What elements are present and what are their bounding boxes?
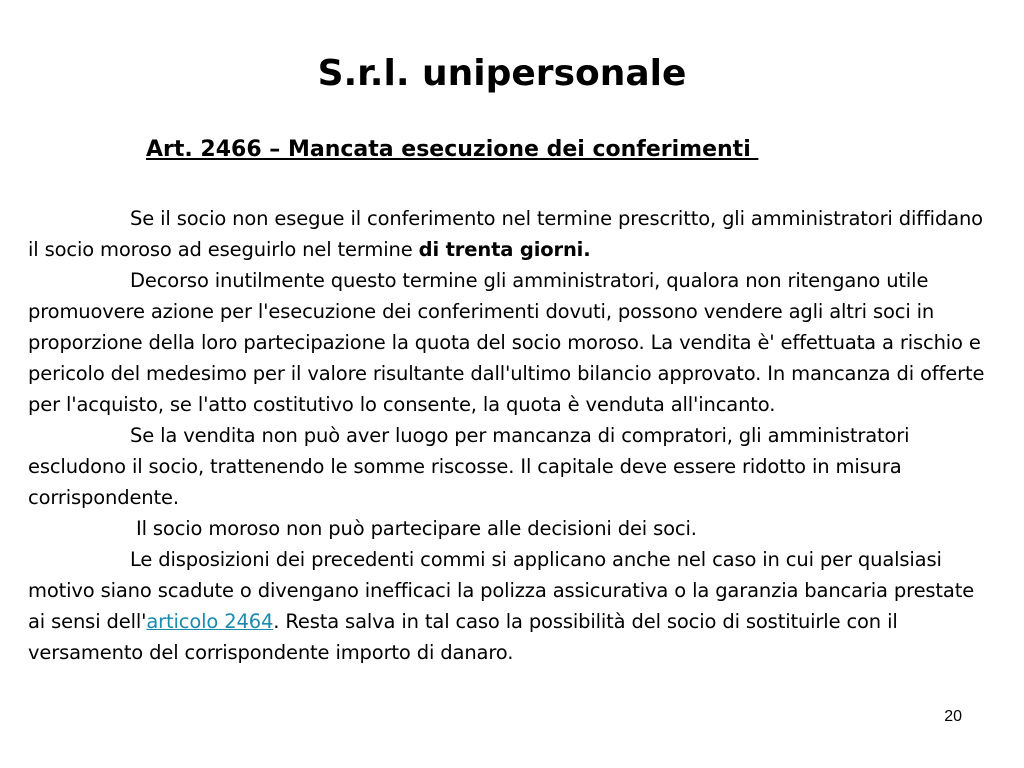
paragraph-5-text-after: . Resta salva in tal caso la possibilità del socio di sostituirle con il versamento del corrispondente importo di danaro.	[28, 610, 898, 664]
slide-title: S.r.l. unipersonale	[317, 53, 687, 94]
article-body	[28, 203, 993, 668]
paragraph-5-text-before: Le disposizioni dei precedenti commi si applicano anche nel caso in cui per qualsiasi motivo siano scadute o divengano inefficaci la polizza assicurativa o la garanzia bancaria prestate ai sensi dell'	[28, 548, 975, 633]
paragraph-1-text: Se il socio non esegue il conferimento nel termine prescritto, gli amministratori diffidano il socio moroso ad eseguirlo nel termine	[28, 207, 983, 261]
paragraph-5	[28, 544, 993, 668]
paragraph-3-text: Se la vendita non può aver luogo per mancanza di compratori, gli amministratori escludono il socio, trattenendo le somme riscosse. Il capitale deve essere ridotto in misura corrispondente.	[28, 424, 910, 509]
paragraph-1	[28, 203, 993, 265]
paragraph-2	[28, 265, 993, 420]
paragraph-2-text: Decorso inutilmente questo termine gli amministratori, qualora non ritengano utile promuovere azione per l'esecuzione dei conferimenti dovuti, possono vendere agli altri soci in proporzione della loro partecipazione la quota del socio moroso. La vendita è' effettuata a rischio e pericolo del medesimo per il valore risultante dall'ultimo bilancio approvato. In mancanza di offerte per l'acquisto, se l'atto costitutivo lo consente, la quota è venduta all'incanto.	[28, 269, 985, 416]
deadline-bold-text: di trenta giorni.	[418, 238, 591, 261]
paragraph-4-text: Il socio moroso non può partecipare alle decisioni dei soci.	[136, 517, 697, 540]
paragraph-4	[28, 513, 993, 544]
page-number: 20	[944, 708, 962, 725]
article-2464-link[interactable]: articolo 2464	[146, 610, 274, 633]
paragraph-3	[28, 420, 993, 513]
article-heading: Art. 2466 – Mancata esecuzione dei conferimenti	[146, 137, 759, 162]
